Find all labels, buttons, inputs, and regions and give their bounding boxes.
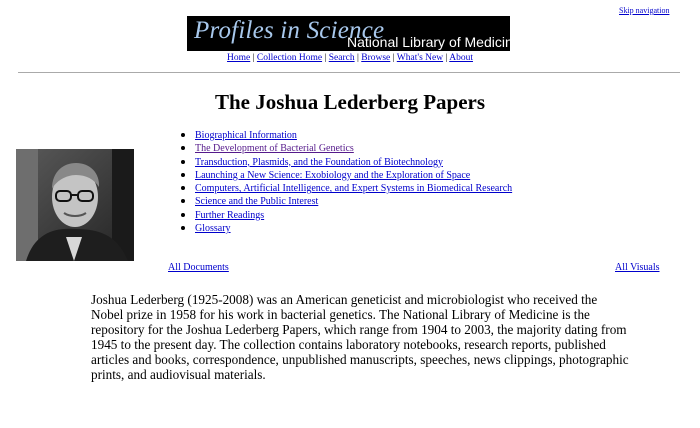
toc-item (181, 142, 512, 155)
toc-link-computers-ai[interactable]: Computers, Artificial Intelligence, and Expert Systems in Biomedical Research (195, 183, 513, 195)
toc-link-science-public-interest[interactable]: Science and the Public Interest (195, 196, 319, 208)
nav-separator: | (392, 53, 395, 63)
toc-item (181, 209, 512, 222)
banner-org-name: National Library of Medicine (347, 34, 521, 50)
nav-separator: | (252, 53, 255, 63)
profiles-in-science-banner[interactable] (187, 16, 521, 51)
nav-collection-home-link[interactable]: Collection Home (256, 53, 323, 63)
toc-link-biographical-information[interactable]: Biographical Information (195, 130, 297, 141)
nav-separator: | (445, 53, 448, 63)
portrait-photo (16, 149, 134, 261)
toc-item (181, 129, 512, 142)
toc-item (181, 222, 512, 235)
page-title: The Joshua Lederberg Papers (214, 90, 486, 114)
nav-separator: | (356, 53, 359, 63)
nav-separator: | (324, 53, 327, 63)
nav-browse-link[interactable]: Browse (361, 53, 391, 63)
nav-about-link[interactable]: About (449, 53, 473, 63)
horizontal-divider (18, 72, 680, 73)
all-documents-link[interactable]: All Documents (168, 262, 229, 273)
toc-link-further-readings[interactable]: Further Readings (195, 209, 265, 221)
nav-search-link[interactable]: Search (328, 53, 355, 63)
toc-item (181, 156, 512, 169)
toc-link-glossary[interactable]: Glossary (195, 223, 231, 235)
toc-item (181, 195, 512, 208)
toc-item (181, 169, 512, 182)
intro-paragraph: Joshua Lederberg (1925-2008) was an American geneticist and microbiologist who received the Nobel prize in 1958 for his work in bacterial genetics. The National Library of Medicine is the repository for the Joshua Lederberg Papers, which range from 1904 to 2003, the majority dating from 1945 to the present day. The collection contains laboratory notebooks, research reports, published articles and books, correspondence, unpublished manuscripts, speeches, news clippings, photographic prints, and audiovisual materials. (91, 292, 629, 383)
toc-item (181, 182, 512, 195)
toc-link-transduction-plasmids[interactable]: Transduction, Plasmids, and the Foundation of Biotechnology (195, 156, 443, 168)
top-navigation (0, 53, 700, 63)
nav-home-link[interactable]: Home (227, 53, 251, 63)
nav-whats-new-link[interactable]: What's New (396, 53, 444, 63)
banner-series-title: Profiles in Science (194, 17, 385, 44)
toc-link-bacterial-genetics[interactable]: The Development of Bacterial Genetics (195, 143, 354, 155)
toc-link-exobiology[interactable]: Launching a New Science: Exobiology and the Exploration of Space (195, 169, 471, 181)
skip-navigation-link[interactable]: Skip navigation (619, 6, 670, 15)
table-of-contents (181, 129, 512, 235)
all-visuals-link[interactable]: All Visuals (615, 262, 660, 273)
